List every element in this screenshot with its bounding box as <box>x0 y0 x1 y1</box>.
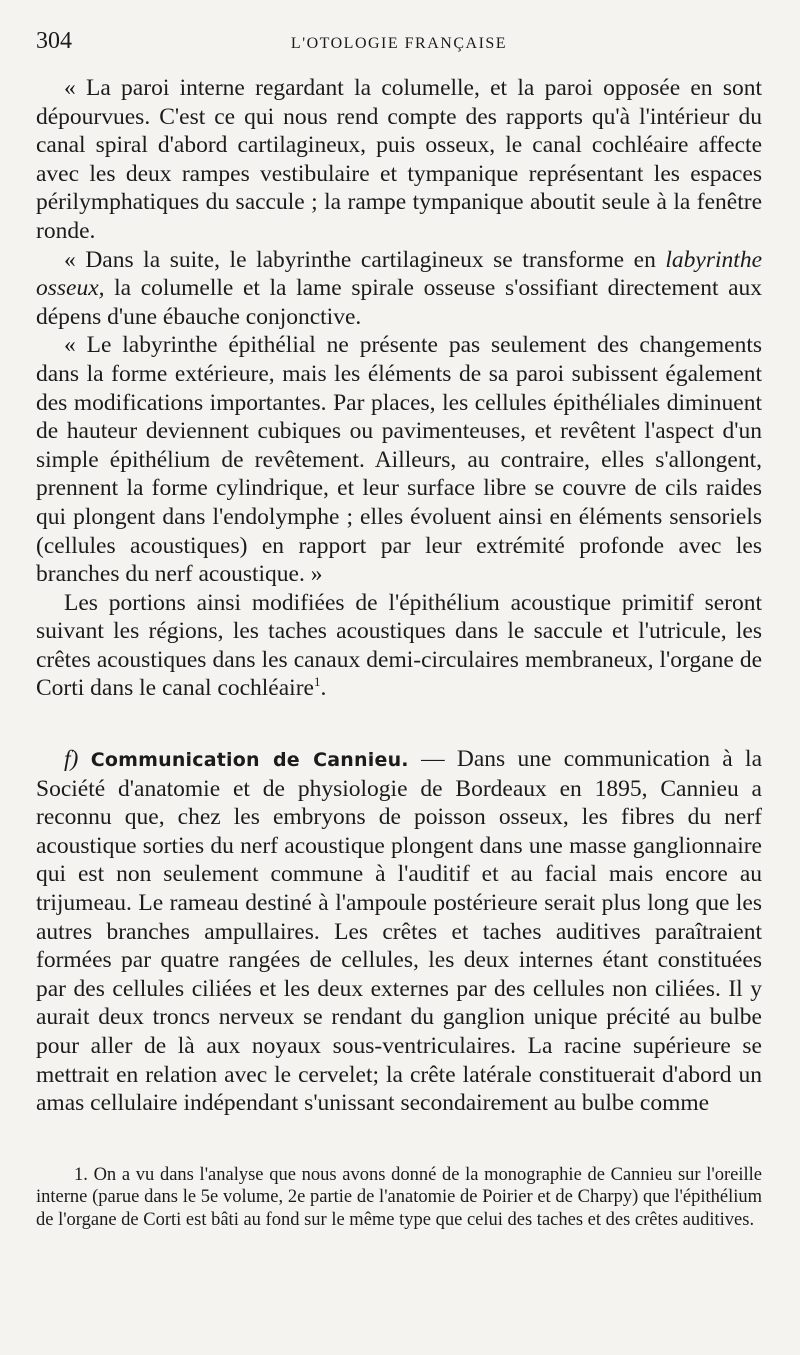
paragraph-text: Les portions ainsi modifiées de l'épithélium acoustique primitif seront suivant les régions, les taches acoustiques dans le saccule et l'utricule, les crêtes acoustiques dans les canaux demi-circulaires membraneux, l'organe de Corti dans le canal cochléaire <box>36 589 762 702</box>
footnote-reference: 1 <box>313 674 321 690</box>
paragraph-text: la columelle et la lame spirale osseuse s'ossifiant directement aux dépens d'une ébauche conjonctive. <box>36 275 763 330</box>
italic-term: labyrinthe osseux, <box>36 246 762 302</box>
paragraph-text: « Dans la suite, le labyrinthe cartilagineux se transforme en <box>64 246 656 273</box>
section-paragraph <box>36 745 762 1118</box>
paragraph-end: . <box>320 675 327 702</box>
page-number: 304 <box>36 28 72 54</box>
footnote: 1. On a vu dans l'analyse que nous avons donné de la monographie de Cannieu sur l'oreille interne (parue dans le 5e volume, 2e partie de l'anatomie de Poirier et de Charpy) que l'épithélium de l'organe de Corti est bâti au fond sur le même type que celui des taches et des crêtes auditives. <box>36 1164 762 1230</box>
running-title: L'OTOLOGIE FRANÇAISE <box>290 35 508 52</box>
paragraph-text: — Dans une communication à la Société d'anatomie et de physiologie de Bordeaux en 1895, Cannieu a reconnu que, chez les embryons de poisson osseux, les fibres du nerf acoustique sorties du nerf acoustique plongent dans une masse ganglionnaire qui est non seulement commune à l'auditif et au facial mais encore au trijumeau. Le rameau destiné à l'ampoule postérieure serait plus long que les autres branches ampullaires. Les crêtes et taches auditives paraîtraient formées par quatre rangées de cellules, les deux internes étant constituées par des cellules ciliées et les deux externes par des cellules non ciliées. Il y aurait deux troncs nerveux se rendant du ganglion unique précité au bulbe pour aller de là aux noyaux sous-ventriculaires. La racine supérieure se mettrait en relation avec le cervelet; la crête latérale constituerait d'abord un amas cellulaire indépendant s'unissant secondairement au bulbe comme <box>36 746 763 1117</box>
paragraph <box>36 246 762 332</box>
paragraph: « La paroi interne regardant la columelle, et la paroi opposée en sont dépourvues. C'est ce qui nous rend compte des rapports qu'à l'intérieur du canal spiral d'abord cartilagineux, puis osseux, le canal cochléaire affecte avec les deux rampes vestibulaire et tympanique représentant les espaces périlymphatiques du saccule ; la rampe tympanique aboutit seule à la fenêtre ronde. <box>36 75 762 244</box>
running-header <box>36 28 762 64</box>
paragraph: « Le labyrinthe épithélial ne présente pas seulement des changements dans la forme extérieure, mais les éléments de sa paroi subissent également des modifications importantes. Par places, les cellules épithéliales diminuent de hauteur deviennent cubiques ou pavimenteuses, et revêtent l'aspect d'un simple épithélium de revêtement. Ailleurs, au contraire, elles s'allongent, prennent la forme cylindrique, et leur surface libre se couvre de cils raides qui plongent dans l'endolymphe ; elles évoluent ainsi en éléments sensoriels (cellules acoustiques) en rapport par leur extrémité profonde avec les branches du nerf acoustique. » <box>36 332 762 588</box>
paragraph <box>36 589 762 703</box>
section-title: Communication de Cannieu. <box>90 749 409 772</box>
body-text <box>36 74 762 1118</box>
section-gap <box>36 703 762 745</box>
section-letter: f) <box>64 746 79 773</box>
